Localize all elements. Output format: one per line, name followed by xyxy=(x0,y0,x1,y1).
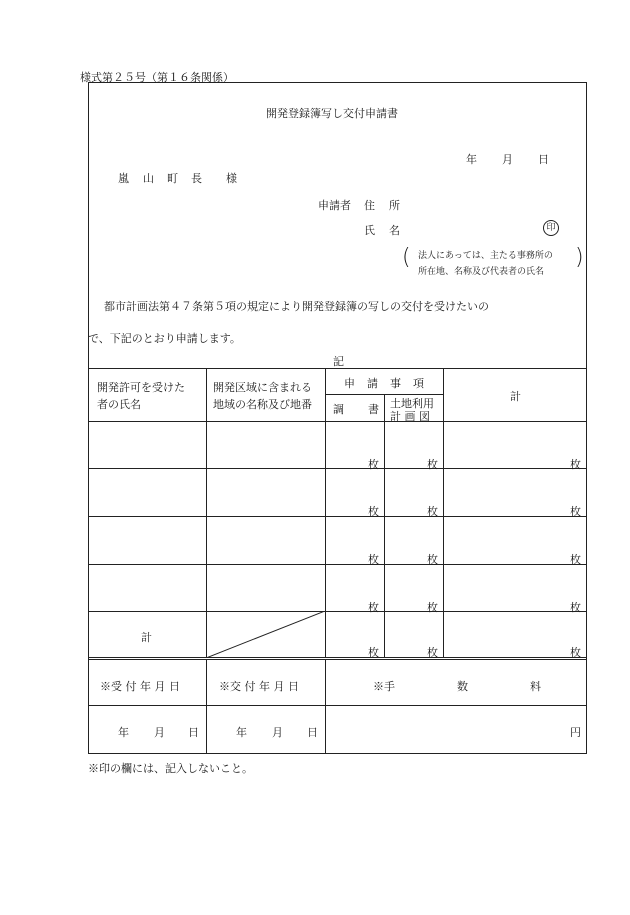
row-line xyxy=(88,705,587,706)
corp-note-line2: 所在地、名称及び代表者の氏名 xyxy=(418,267,545,277)
form-number: 様式第２５号（第１６条関係） xyxy=(80,71,234,84)
fee-header: 料 xyxy=(530,680,541,693)
applicant-label: 申請者 xyxy=(318,199,351,212)
unit-sheet: 枚 xyxy=(368,646,379,659)
total-row-label: 計 xyxy=(141,631,152,644)
issued-month-label: 月 xyxy=(272,726,283,739)
yen-label: 円 xyxy=(570,726,581,739)
received-date-header: ※受 付 年 月 日 xyxy=(100,680,180,693)
unit-sheet: 枚 xyxy=(368,601,379,614)
address-label: 所 xyxy=(389,199,400,212)
row-line xyxy=(88,421,587,422)
name-label: 名 xyxy=(389,224,400,237)
addressee-honorific: 様 xyxy=(226,172,237,185)
received-year-label: 年 xyxy=(118,726,129,739)
unit-sheet: 枚 xyxy=(570,505,581,518)
col-line xyxy=(443,368,444,658)
unit-sheet: 枚 xyxy=(427,553,438,566)
unit-sheet: 枚 xyxy=(368,553,379,566)
col-line xyxy=(325,368,326,658)
application-items-header: 事 xyxy=(390,377,401,390)
application-items-header: 申 xyxy=(344,377,355,390)
addressee-char: 嵐 xyxy=(118,172,129,185)
date-day-label: 日 xyxy=(538,153,549,166)
col2-header-line1: 開発区域に含まれる xyxy=(213,381,312,394)
issued-date-header: ※交 付 年 月 日 xyxy=(219,680,299,693)
addressee-char: 長 xyxy=(191,172,202,185)
received-month-label: 月 xyxy=(154,726,165,739)
unit-sheet: 枚 xyxy=(570,601,581,614)
unit-sheet: 枚 xyxy=(570,553,581,566)
col2-header-line2: 地域の名称及び地番 xyxy=(213,398,312,411)
sub-header-docs: 書 xyxy=(368,403,379,416)
body-line1: 都市計画法第４７条第５項の規定により開発登録簿の写しの交付を受けたいの xyxy=(104,300,489,313)
diagonal-strike xyxy=(206,611,325,658)
date-month-label: 月 xyxy=(502,153,513,166)
application-items-header: 項 xyxy=(413,377,424,390)
date-year-label: 年 xyxy=(466,153,477,166)
col-line xyxy=(325,660,326,754)
sub-header-map-line1: 土地利用 xyxy=(390,397,434,410)
row-line xyxy=(88,468,587,469)
body-line2: で、下記のとおり申請します。 xyxy=(88,332,241,345)
col1-header-line1: 開発許可を受けた xyxy=(97,381,185,394)
row-line xyxy=(88,611,587,612)
addressee-char: 町 xyxy=(167,172,178,185)
seal-mark: 印 xyxy=(543,220,559,236)
left-paren: ( xyxy=(402,245,411,270)
right-paren: ) xyxy=(575,245,584,270)
sub-header-map-line2: 計 画 図 xyxy=(390,410,430,423)
section-divider xyxy=(88,657,587,660)
fee-header: ※手 xyxy=(373,680,395,693)
name-label: 氏 xyxy=(364,224,375,237)
table-top-line xyxy=(88,368,587,369)
row-line xyxy=(88,516,587,517)
form-frame xyxy=(88,82,587,754)
addressee-char: 山 xyxy=(143,172,154,185)
unit-sheet: 枚 xyxy=(570,646,581,659)
col-line xyxy=(384,394,385,658)
issued-day-label: 日 xyxy=(307,726,318,739)
col1-header-line2: 者の氏名 xyxy=(97,398,141,411)
corp-note-line1: 法人にあっては、主たる事務所の xyxy=(418,251,553,261)
form-title: 開発登録簿写し交付申請書 xyxy=(266,107,398,120)
sub-header-docs: 調 xyxy=(333,403,344,416)
ki-heading: 記 xyxy=(333,355,344,368)
unit-sheet: 枚 xyxy=(427,646,438,659)
unit-sheet: 枚 xyxy=(368,505,379,518)
unit-sheet: 枚 xyxy=(427,601,438,614)
row-line xyxy=(88,564,587,565)
received-day-label: 日 xyxy=(188,726,199,739)
unit-sheet: 枚 xyxy=(427,458,438,471)
issued-year-label: 年 xyxy=(236,726,247,739)
total-column-header: 計 xyxy=(510,390,521,403)
col-line xyxy=(206,660,207,754)
unit-sheet: 枚 xyxy=(427,505,438,518)
unit-sheet: 枚 xyxy=(368,458,379,471)
address-label: 住 xyxy=(364,199,375,212)
application-items-header: 請 xyxy=(367,377,378,390)
footnote: ※印の欄には、記入しないこと。 xyxy=(88,762,253,775)
unit-sheet: 枚 xyxy=(570,458,581,471)
fee-header: 数 xyxy=(457,680,468,693)
